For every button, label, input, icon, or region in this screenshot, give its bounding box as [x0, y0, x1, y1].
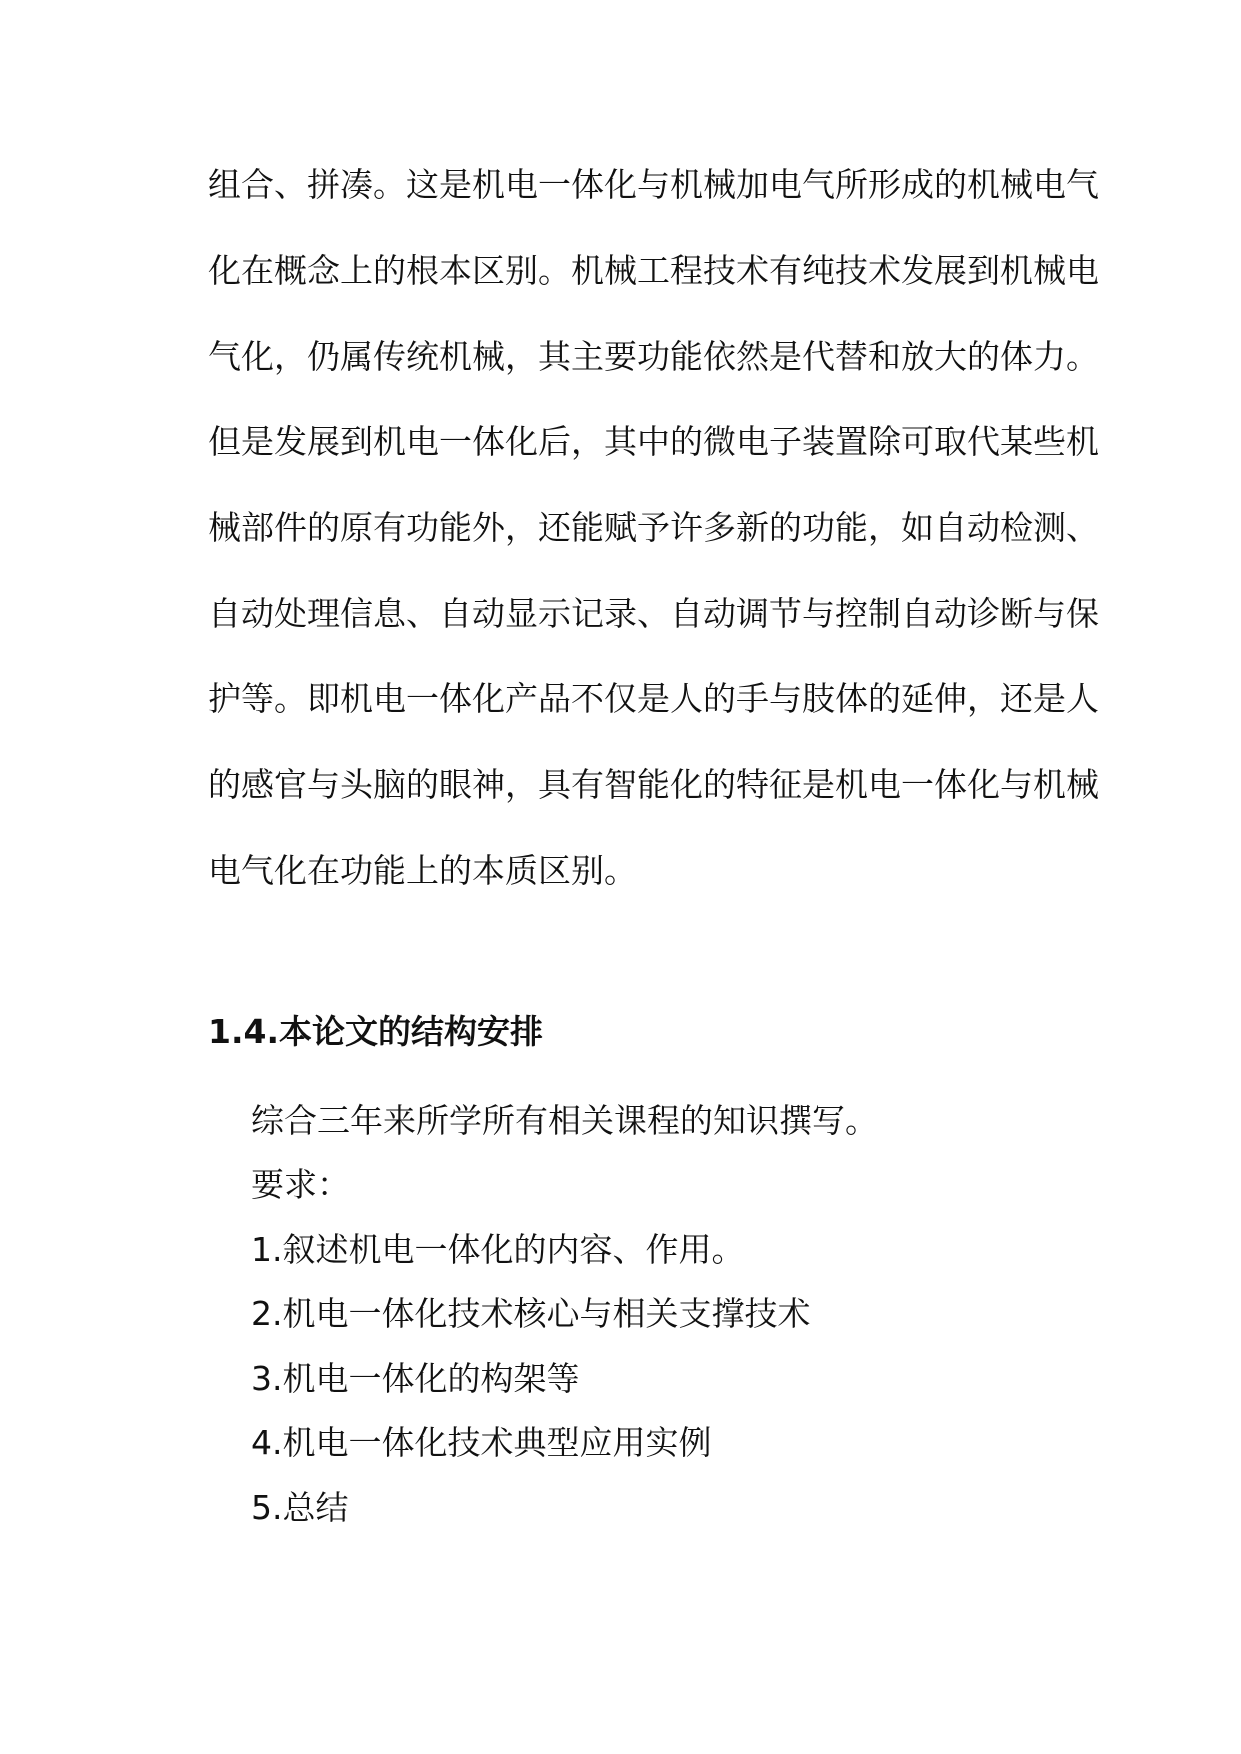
paragraph-line-1: 组合、拼凑。这是机电一体化与机械加电气所形成的机械电气 — [208, 165, 1099, 204]
paragraph-line-9: 电气化在功能上的本质区别。 — [208, 851, 637, 890]
requirement-item-1: 1.叙述机电一体化的内容、作用。 — [251, 1230, 745, 1269]
section-heading: 1.4.本论文的结构安排 — [208, 1012, 543, 1051]
requirement-item-3: 3.机电一体化的构架等 — [251, 1359, 580, 1398]
paragraph-line-5: 械部件的原有功能外，还能赋予许多新的功能，如自动检测、 — [208, 508, 1099, 547]
paragraph-line-3: 气化，仍属传统机械，其主要功能依然是代替和放大的体力。 — [208, 337, 1099, 376]
requirement-item-2: 2.机电一体化技术核心与相关支撑技术 — [251, 1294, 811, 1333]
paragraph-line-4: 但是发展到机电一体化后，其中的微电子装置除可取代某些机 — [208, 422, 1099, 461]
paragraph-line-2: 化在概念上的根本区别。机械工程技术有纯技术发展到机械电 — [208, 251, 1099, 290]
paragraph-line-6: 自动处理信息、自动显示记录、自动调节与控制自动诊断与保 — [208, 594, 1099, 633]
section-intro: 综合三年来所学所有相关课程的知识撰写。 — [251, 1101, 878, 1140]
paragraph-line-7: 护等。即机电一体化产品不仅是人的手与肢体的延伸，还是人 — [208, 679, 1099, 718]
requirement-item-5: 5.总结 — [251, 1488, 349, 1527]
requirement-item-4: 4.机电一体化技术典型应用实例 — [251, 1423, 712, 1462]
paragraph-line-8: 的感官与头脑的眼神，具有智能化的特征是机电一体化与机械 — [208, 765, 1099, 804]
requirements-label: 要求： — [251, 1165, 350, 1204]
